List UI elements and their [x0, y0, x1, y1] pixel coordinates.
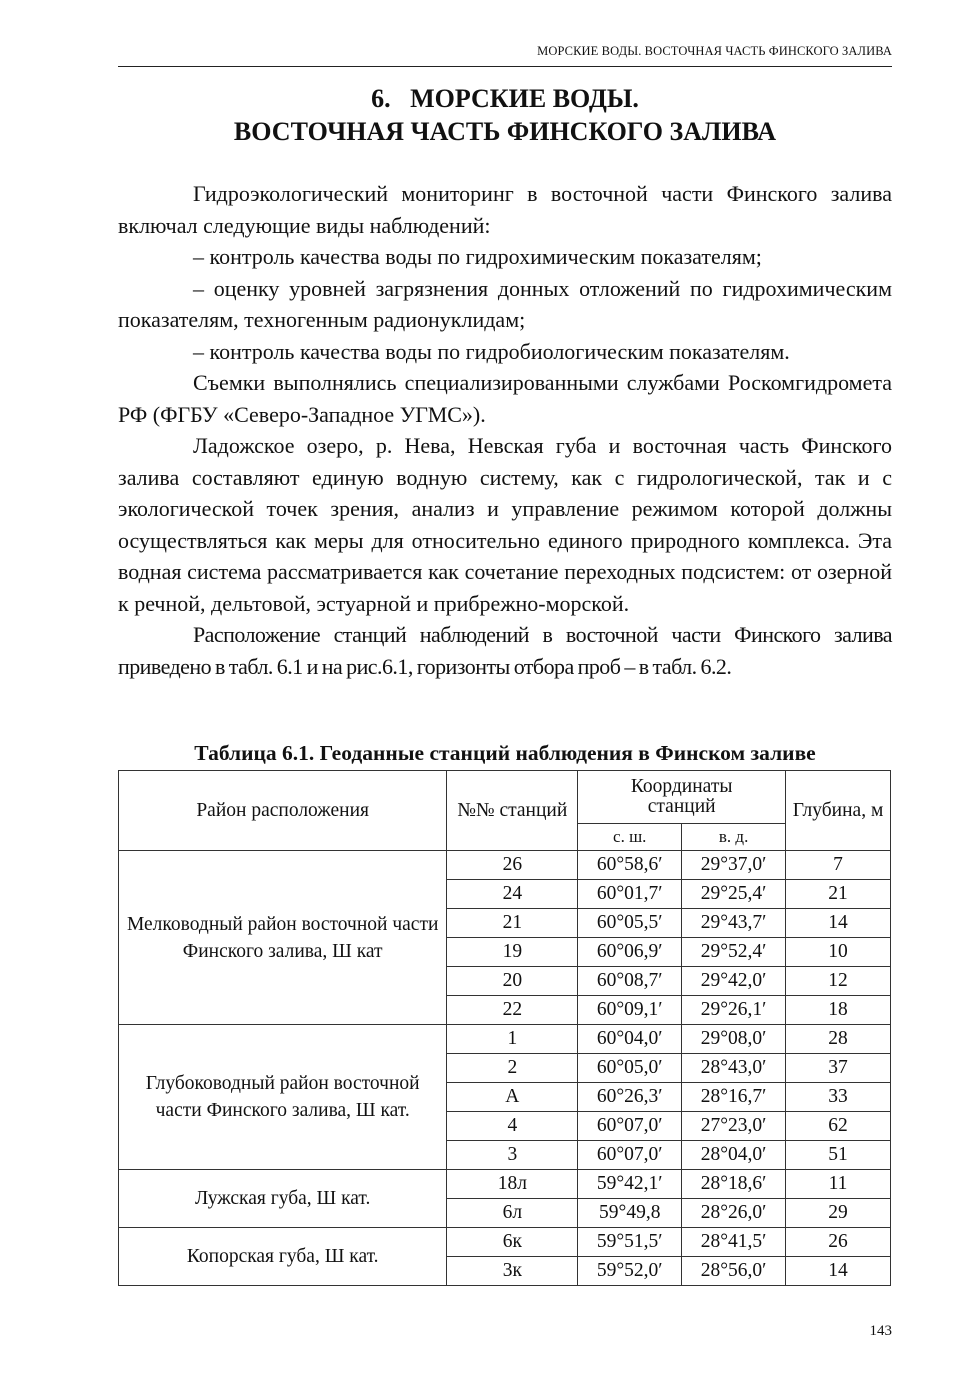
depth-cell: 10	[786, 938, 891, 967]
depth-cell: 11	[786, 1170, 891, 1199]
station-cell: А	[447, 1083, 578, 1112]
depth-cell: 7	[786, 851, 891, 880]
paragraph: Съемки выполнялись специализированными службами Роскомгидромета РФ (ФГБУ «Северо-Западное УГМС»).	[118, 370, 892, 427]
longitude-cell: 29°42,0′	[682, 967, 786, 996]
station-cell: 20	[447, 967, 578, 996]
latitude-cell: 60°09,1′	[578, 996, 682, 1025]
longitude-cell: 29°08,0′	[682, 1025, 786, 1054]
depth-cell: 62	[786, 1112, 891, 1141]
latitude-cell: 60°08,7′	[578, 967, 682, 996]
latitude-cell: 60°26,3′	[578, 1083, 682, 1112]
longitude-cell: 28°43,0′	[682, 1054, 786, 1083]
region-cell: Глубоководный район восточной части Финского залива, Ш кат.	[119, 1025, 447, 1170]
header-region: Район расположения	[119, 771, 447, 851]
table-row	[119, 1170, 891, 1199]
longitude-cell: 28°16,7′	[682, 1083, 786, 1112]
paragraph: – оценку уровней загрязнения донных отложений по гидрохимическим показателям, техногенным радионуклидам;	[118, 275, 892, 332]
latitude-cell: 60°07,0′	[578, 1141, 682, 1170]
longitude-cell: 29°26,1′	[682, 996, 786, 1025]
depth-cell: 37	[786, 1054, 891, 1083]
latitude-cell: 60°58,6′	[578, 851, 682, 880]
station-cell: 22	[447, 996, 578, 1025]
depth-cell: 18	[786, 996, 891, 1025]
station-cell: 6к	[447, 1228, 578, 1257]
latitude-cell: 59°51,5′	[578, 1228, 682, 1257]
depth-cell: 51	[786, 1141, 891, 1170]
latitude-cell: 60°06,9′	[578, 938, 682, 967]
table-row	[119, 1228, 891, 1257]
station-cell: 3к	[447, 1257, 578, 1286]
region-cell: Копорская губа, Ш кат.	[119, 1228, 447, 1286]
chapter-title-line-1: 6. МОРСКИЕ ВОДЫ.	[371, 84, 639, 113]
longitude-cell: 28°04,0′	[682, 1141, 786, 1170]
longitude-cell: 29°52,4′	[682, 938, 786, 967]
latitude-cell: 60°05,0′	[578, 1054, 682, 1083]
longitude-cell: 29°43,7′	[682, 909, 786, 938]
station-cell: 24	[447, 880, 578, 909]
paragraph: – контроль качества воды по гидробиологическим показателям.	[193, 338, 790, 364]
longitude-cell: 29°37,0′	[682, 851, 786, 880]
depth-cell: 26	[786, 1228, 891, 1257]
longitude-cell: 27°23,0′	[682, 1112, 786, 1141]
paragraph: Гидроэкологический мониторинг в восточной части Финского залива включал следующие виды наблюдений:	[118, 181, 892, 238]
station-cell: 21	[447, 909, 578, 938]
paragraph: Ладожское озеро, р. Нева, Невская губа и восточная часть Финского залива составляют единую водную систему, как с гидрологической, так и с экологической точек зрения, анализ и управление режимом которой должны осуществляться как меры для относительно единого природного комплекса. Эта водная система рассматривается как сочетание переходных подсистем: от озерной к речной, дельтовой, эстуарной и прибрежно-морской.	[118, 433, 892, 616]
latitude-cell: 59°42,1′	[578, 1170, 682, 1199]
latitude-cell: 60°01,7′	[578, 880, 682, 909]
depth-cell: 33	[786, 1083, 891, 1112]
table-row	[119, 1025, 891, 1054]
running-head: МОРСКИЕ ВОДЫ. ВОСТОЧНАЯ ЧАСТЬ ФИНСКОГО ЗАЛИВА	[537, 44, 892, 58]
station-cell: 19	[447, 938, 578, 967]
depth-cell: 29	[786, 1199, 891, 1228]
longitude-cell: 29°25,4′	[682, 880, 786, 909]
depth-cell: 21	[786, 880, 891, 909]
header-rule	[118, 66, 892, 67]
chapter-title-line-2: ВОСТОЧНАЯ ЧАСТЬ ФИНСКОГО ЗАЛИВА	[233, 117, 777, 146]
latitude-cell: 59°52,0′	[578, 1257, 682, 1286]
header-stations: №№ станций	[447, 771, 578, 851]
station-cell: 1	[447, 1025, 578, 1054]
table-row	[119, 851, 891, 880]
table-body	[119, 851, 891, 1286]
station-cell: 18л	[447, 1170, 578, 1199]
latitude-cell: 60°04,0′	[578, 1025, 682, 1054]
station-cell: 4	[447, 1112, 578, 1141]
station-cell: 26	[447, 851, 578, 880]
header-coordinates: Координаты станций	[578, 771, 786, 824]
longitude-cell: 28°18,6′	[682, 1170, 786, 1199]
chapter-title	[118, 82, 892, 148]
depth-cell: 14	[786, 909, 891, 938]
latitude-cell: 60°05,5′	[578, 909, 682, 938]
station-cell: 6л	[447, 1199, 578, 1228]
body-text	[118, 178, 892, 682]
table-caption: Таблица 6.1. Геоданные станций наблюдения в Финском заливе	[194, 741, 816, 765]
longitude-cell: 28°41,5′	[682, 1228, 786, 1257]
stations-table	[118, 770, 891, 1286]
depth-cell: 14	[786, 1257, 891, 1286]
station-cell: 3	[447, 1141, 578, 1170]
longitude-cell: 28°56,0′	[682, 1257, 786, 1286]
header-depth: Глубина, м	[786, 771, 891, 851]
region-cell: Мелководный район восточной части Финского залива, Ш кат	[119, 851, 447, 1025]
header-latitude: с. ш.	[578, 824, 682, 851]
latitude-cell: 59°49,8	[578, 1199, 682, 1228]
depth-cell: 12	[786, 967, 891, 996]
header-longitude: в. д.	[682, 824, 786, 851]
region-cell: Лужская губа, Ш кат.	[119, 1170, 447, 1228]
paragraph: Расположение станций наблюдений в восточной части Финского залива приведено в табл. 6.1 и на рис.6.1, горизонты отбора проб – в табл. 6.2.	[118, 622, 892, 679]
paragraph: – контроль качества воды по гидрохимическим показателям;	[193, 244, 762, 269]
station-cell: 2	[447, 1054, 578, 1083]
latitude-cell: 60°07,0′	[578, 1112, 682, 1141]
page-number: 143	[869, 1323, 892, 1339]
depth-cell: 28	[786, 1025, 891, 1054]
longitude-cell: 28°26,0′	[682, 1199, 786, 1228]
